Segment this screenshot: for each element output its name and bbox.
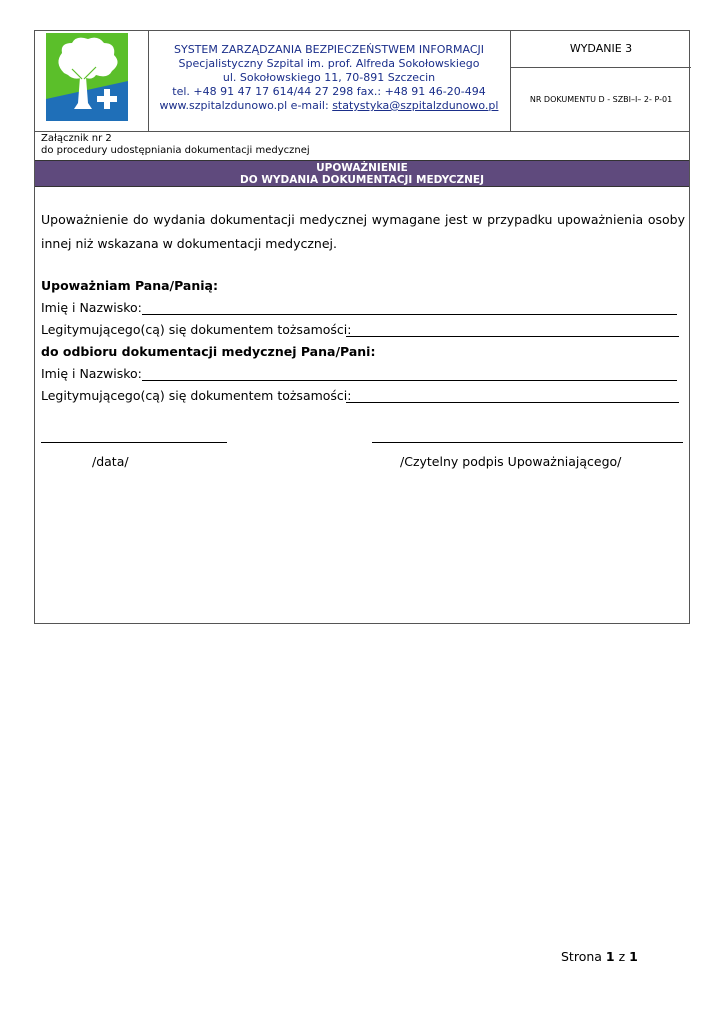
name-label: Imię i Nazwisko: (41, 300, 142, 315)
attachment-number: Załącznik nr 2 (41, 133, 112, 144)
attachment-note (41, 133, 310, 157)
id-label-2: Legitymującego(cą) się dokumentem tożsamości: (41, 388, 352, 403)
contact-line (148, 99, 510, 113)
hospital-logo-icon (46, 33, 128, 121)
hospital-phones: tel. +48 91 47 17 614/44 27 298 fax.: +48 91 46-20-494 (172, 85, 486, 98)
date-label: /data/ (92, 454, 129, 469)
hospital-name: Specjalistyczny Szpital im. prof. Alfreda Sokołowskiego (178, 57, 480, 70)
authorize-heading: Upoważniam Pana/Panią: (41, 278, 218, 293)
website-link[interactable]: www.szpitalzdunowo.pl (159, 99, 288, 112)
id-input-line-2[interactable] (346, 402, 679, 403)
signature-label: /Czytelny podpis Upoważniającego/ (400, 454, 622, 469)
name-label-2: Imię i Nazwisko: (41, 366, 142, 381)
id-input-line[interactable] (346, 336, 679, 337)
form-body (34, 132, 690, 624)
page-word: Strona (561, 949, 602, 964)
document-header (34, 30, 690, 132)
logo-cell (35, 31, 149, 131)
intro-paragraph: Upoważnienie do wydania dokumentacji medycznej wymagane jest w przypadku upoważnienia osoby innej niż wskazana w dokumentacji medycznej. (41, 212, 685, 251)
date-line[interactable] (41, 442, 227, 443)
name-input-line[interactable] (142, 314, 677, 315)
document-number: NR DOKUMENTU D - SZBI–I– 2- P-01 (529, 95, 673, 104)
form-title-banner (35, 160, 689, 187)
name-input-line-2[interactable] (142, 380, 677, 381)
pickup-heading: do odbioru dokumentacji medycznej Pana/Pani: (41, 344, 376, 359)
form-title-line1: UPOWAŻNIENIE (316, 162, 408, 174)
institution-info (148, 31, 511, 131)
form-title-line2: DO WYDANIA DOKUMENTACJI MEDYCZNEJ (240, 174, 484, 186)
page-current: 1 (605, 949, 615, 964)
hospital-address: ul. Sokołowskiego 11, 70-891 Szczecin (222, 71, 436, 84)
attachment-procedure: do procedury udostępniania dokumentacji medycznej (41, 145, 310, 156)
email-link[interactable]: statystyka@szpitalzdunowo.pl (332, 99, 499, 112)
signature-line[interactable] (372, 442, 683, 443)
email-label: e-mail: (287, 99, 333, 112)
page-number (561, 949, 638, 964)
page-separator: z (618, 949, 626, 964)
page-total: 1 (629, 949, 638, 964)
system-title: SYSTEM ZARZĄDZANIA BEZPIECZEŃSTWEM INFORMACJI (174, 43, 484, 56)
id-label: Legitymującego(cą) się dokumentem tożsamości: (41, 322, 352, 337)
edition-label: WYDANIE 3 (511, 31, 691, 68)
